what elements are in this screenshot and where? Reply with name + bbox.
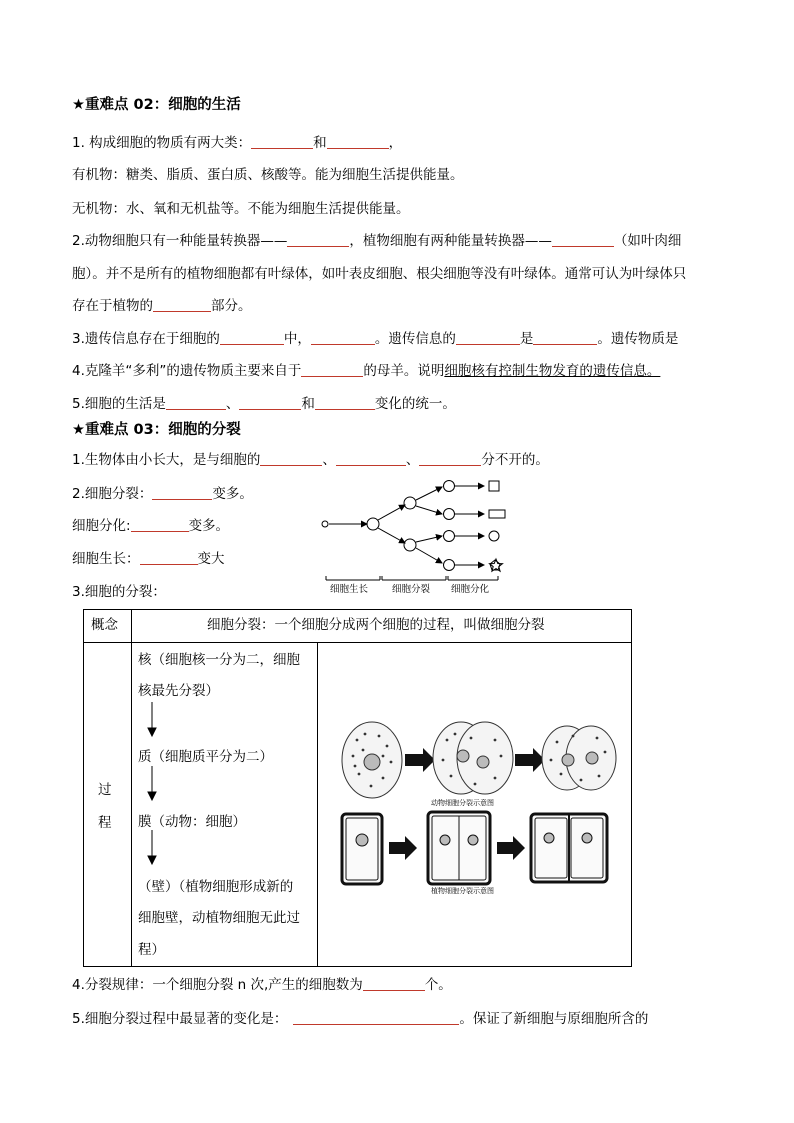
arrow-right-icon	[389, 836, 417, 860]
organic-text: 有机物：糖类、脂质、蛋白质、核酸等。能为细胞生活提供能量。	[72, 167, 464, 183]
blank[interactable]	[260, 451, 322, 466]
question-5: 5.细胞的生活是 、 和 变化的统一。	[72, 396, 456, 412]
table-divider	[317, 642, 318, 966]
s3-question-4: 4.分裂规律：一个细胞分裂 n 次,产生的细胞数为 个。	[72, 977, 452, 993]
arrow-right-icon	[405, 748, 435, 772]
cell-division-illustration	[335, 710, 625, 900]
section-03-title: ★重难点 03：细胞的分裂	[72, 422, 241, 438]
blank[interactable]	[311, 330, 375, 345]
blank[interactable]	[251, 134, 313, 149]
blank[interactable]	[220, 330, 284, 345]
step-nucleus-1: 核（细胞核一分为二，细胞	[138, 652, 300, 668]
arrow	[416, 536, 442, 542]
blank[interactable]	[327, 134, 389, 149]
arrow-right-icon	[497, 836, 525, 860]
blank[interactable]	[552, 232, 614, 247]
arrow	[416, 548, 442, 563]
cell-division-definition: 2.细胞分裂： 变多。	[72, 486, 253, 502]
plant-caption: 植物细胞分裂示意图	[431, 887, 494, 895]
blank[interactable]	[131, 517, 189, 532]
cell-differentiation-definition: 细胞分化: 变多。	[72, 518, 230, 534]
s3-question-1: 1.生物体由小长大，是与细胞的 、 、 分不开的。	[72, 452, 549, 468]
blank[interactable]	[153, 297, 211, 312]
concept-text: 细胞分裂：一个细胞分成两个细胞的过程，叫做细胞分裂	[207, 617, 545, 633]
blank[interactable]	[140, 550, 198, 565]
question-4: 4.克隆羊“多利”的遗传物质主要来自于 的母羊。说明细胞核有控制生物发育的遗传信息。	[72, 363, 661, 379]
inorganic-text: 无机物：水、氧和无机盐等。不能为细胞生活提供能量。	[72, 201, 410, 217]
table-divider	[131, 610, 132, 966]
step-wall-3: 程）	[138, 942, 165, 958]
table-divider	[84, 642, 631, 643]
blank[interactable]	[419, 451, 481, 466]
step-nucleus-2: 核最先分裂）	[138, 683, 219, 699]
section-02-title: ★重难点 02：细胞的生活	[72, 97, 241, 113]
blank[interactable]	[301, 362, 363, 377]
question-2-line-2: 胞）。并不是所有的植物细胞都有叶绿体，如叶表皮细胞、根尖细胞等没有叶绿体。通常可认为叶绿体只	[72, 266, 687, 282]
blank[interactable]	[239, 395, 301, 410]
animal-caption: 动物细胞分裂示意图	[431, 799, 494, 807]
cell-1	[444, 481, 455, 492]
s3-question-3: 3.细胞的分裂：	[72, 584, 166, 600]
blank[interactable]	[456, 330, 520, 345]
step-wall-2: 细胞壁，动植物细胞无此过	[138, 910, 300, 926]
down-arrow-head	[148, 728, 156, 736]
blank[interactable]	[336, 451, 406, 466]
arrow-right-icon	[515, 748, 545, 772]
arrow	[378, 505, 405, 520]
plant-cell-2	[428, 812, 490, 884]
plant-cell-3	[531, 814, 607, 882]
square-cell	[489, 481, 499, 491]
process-arrows	[140, 700, 164, 880]
arrow	[416, 487, 442, 500]
down-arrow-head	[148, 856, 156, 864]
blank[interactable]	[152, 485, 212, 500]
process-label-1: 过	[98, 782, 112, 798]
cell-a	[404, 497, 416, 509]
step-wall-1: （壁）（植物细胞形成新的	[138, 879, 294, 895]
blank[interactable]	[363, 976, 425, 991]
rect-cell	[489, 510, 505, 518]
cell-development-diagram	[318, 476, 518, 598]
animal-cell-2	[433, 722, 513, 794]
label-differentiation: 细胞分化	[451, 584, 490, 595]
label-growth: 细胞生长	[330, 584, 369, 595]
step-cytoplasm: 质（细胞质平分为二）	[138, 749, 273, 765]
process-label-2: 程	[98, 815, 112, 831]
down-arrow-head	[148, 792, 156, 800]
cell-medium	[367, 518, 379, 530]
s3-question-5: 5.细胞分裂过程中最显著的变化是： 。保证了新细胞与原细胞所含的	[72, 1011, 649, 1027]
blank[interactable]	[293, 1010, 459, 1025]
blank[interactable]	[166, 395, 226, 410]
cell-growth-definition: 细胞生长： 变大	[72, 551, 225, 567]
cell-2	[444, 509, 455, 520]
blank[interactable]	[287, 232, 349, 247]
label-division: 细胞分裂	[392, 584, 431, 595]
cell-small	[322, 521, 328, 527]
plant-cell-1	[342, 814, 382, 884]
arrow	[416, 506, 442, 514]
animal-cell-3	[542, 726, 616, 790]
cell-3	[444, 531, 455, 542]
blank[interactable]	[533, 330, 597, 345]
question-1: 1. 构成细胞的物质有两大类： 和 ，	[72, 135, 403, 151]
cell-4	[444, 560, 455, 571]
concept-label: 概念	[91, 617, 118, 633]
arrow	[378, 528, 405, 543]
question-3: 3.遗传信息存在于细胞的 中， 。遗传信息的 是 。遗传物质是	[72, 331, 679, 347]
question-2-line-1: 2.动物细胞只有一种能量转换器—— ，植物细胞有两种能量转换器—— （如叶肉细	[72, 233, 682, 249]
cell-b	[404, 539, 416, 551]
blank[interactable]	[315, 395, 375, 410]
round-cell	[489, 531, 499, 541]
question-2-line-3: 存在于植物的 部分。	[72, 298, 252, 314]
step-membrane: 膜（动物：细胞）	[138, 814, 246, 830]
